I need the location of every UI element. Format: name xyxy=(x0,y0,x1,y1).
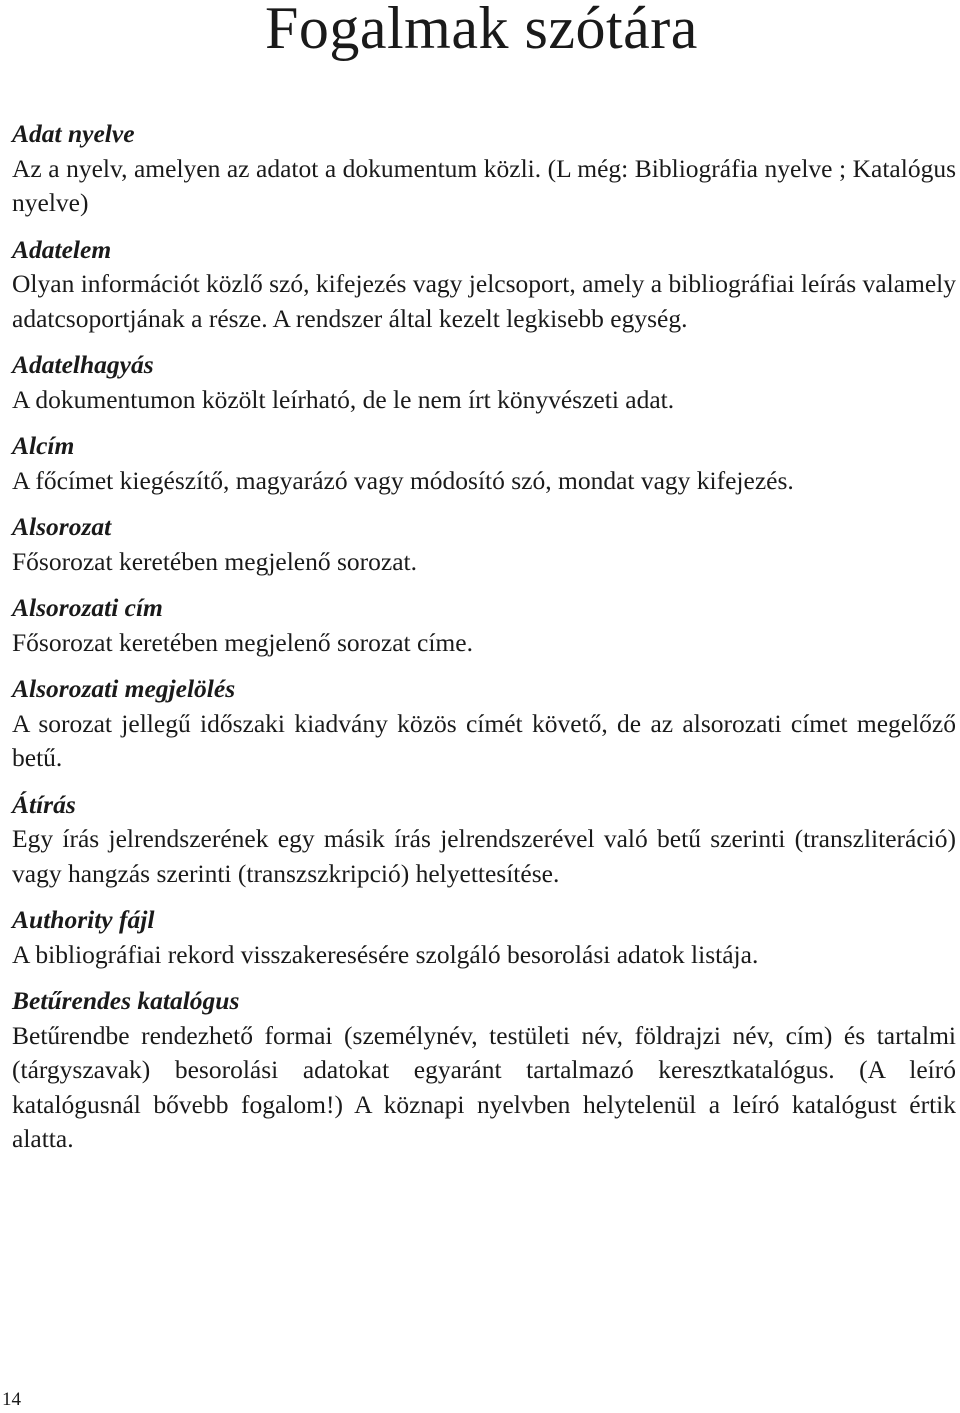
glossary-entry xyxy=(12,788,956,892)
glossary-definition: Fősorozat keretében megjelenő sorozat címe. xyxy=(12,627,473,657)
glossary-entry xyxy=(12,903,956,972)
glossary-entry xyxy=(12,591,956,660)
glossary-term: Átírás xyxy=(12,789,76,819)
glossary-definition: A bibliográfiai rekord visszakeresésére szolgáló besorolási adatok listája. xyxy=(12,939,759,969)
glossary-term: Adatelem xyxy=(12,234,112,264)
glossary-term: Adatelhagyás xyxy=(12,350,154,379)
glossary-list xyxy=(12,117,956,1169)
glossary-definition: A dokumentumon közölt leírható, de le nem írt könyvészeti adat. xyxy=(12,384,675,414)
glossary-entry xyxy=(12,984,956,1157)
glossary-definition: Fősorozat keretében megjelenő sorozat. xyxy=(12,546,418,576)
glossary-term: Betűrendes katalógus xyxy=(12,986,240,1015)
glossary-definition: Az a nyelv, amelyen az adatot a dokumentum közli. (L még: Bibliográfia nyelve ; Katalógus nyelve) xyxy=(12,153,956,217)
glossary-entry xyxy=(12,117,956,221)
glossary-term: Adat nyelve xyxy=(12,119,135,148)
page-title: Fogalmak szótára xyxy=(265,0,698,61)
glossary-definition: Olyan információt közlő szó, kifejezés vagy jelcsoport, amely a bibliográfiai leírás valamely adatcsoportjának a része. A rendszer által kezelt legkisebb egység. xyxy=(12,269,956,333)
glossary-term: Alsorozati cím xyxy=(12,593,163,622)
glossary-term: Alcím xyxy=(12,431,75,460)
glossary-term: Alsorozat xyxy=(12,512,112,541)
glossary-definition: A sorozat jellegű időszaki kiadvány közös címét követő, de az alsorozati címet megelőző betű. xyxy=(12,708,956,772)
glossary-entry xyxy=(12,672,956,776)
glossary-entry xyxy=(12,348,956,417)
page-number: 14 xyxy=(2,1389,21,1410)
glossary-definition: Betűrendbe rendezhető formai (személynév, testületi név, földrajzi név, cím) és tartalmi (tárgyszavak) besorolási adatokat egyaránt tartalmazó keresztkatalógus. (A leíró katalógusnál bővebb fogalom!) A köznapi nyelvben helytelenül a leíró katalógust értik alatta. xyxy=(12,1020,956,1153)
glossary-entry xyxy=(12,233,956,337)
glossary-term: Alsorozati megjelölés xyxy=(12,674,236,703)
glossary-term: Authority fájl xyxy=(12,905,155,934)
glossary-definition: A főcímet kiegészítő, magyarázó vagy módosító szó, mondat vagy kifejezés. xyxy=(12,465,794,495)
glossary-entry xyxy=(12,429,956,498)
glossary-entry xyxy=(12,510,956,579)
glossary-definition: Egy írás jelrendszerének egy másik írás jelrendszerével való betű szerinti (transzliteráció) vagy hangzás szerinti (transzszkripció) helyettesítése. xyxy=(12,824,956,888)
